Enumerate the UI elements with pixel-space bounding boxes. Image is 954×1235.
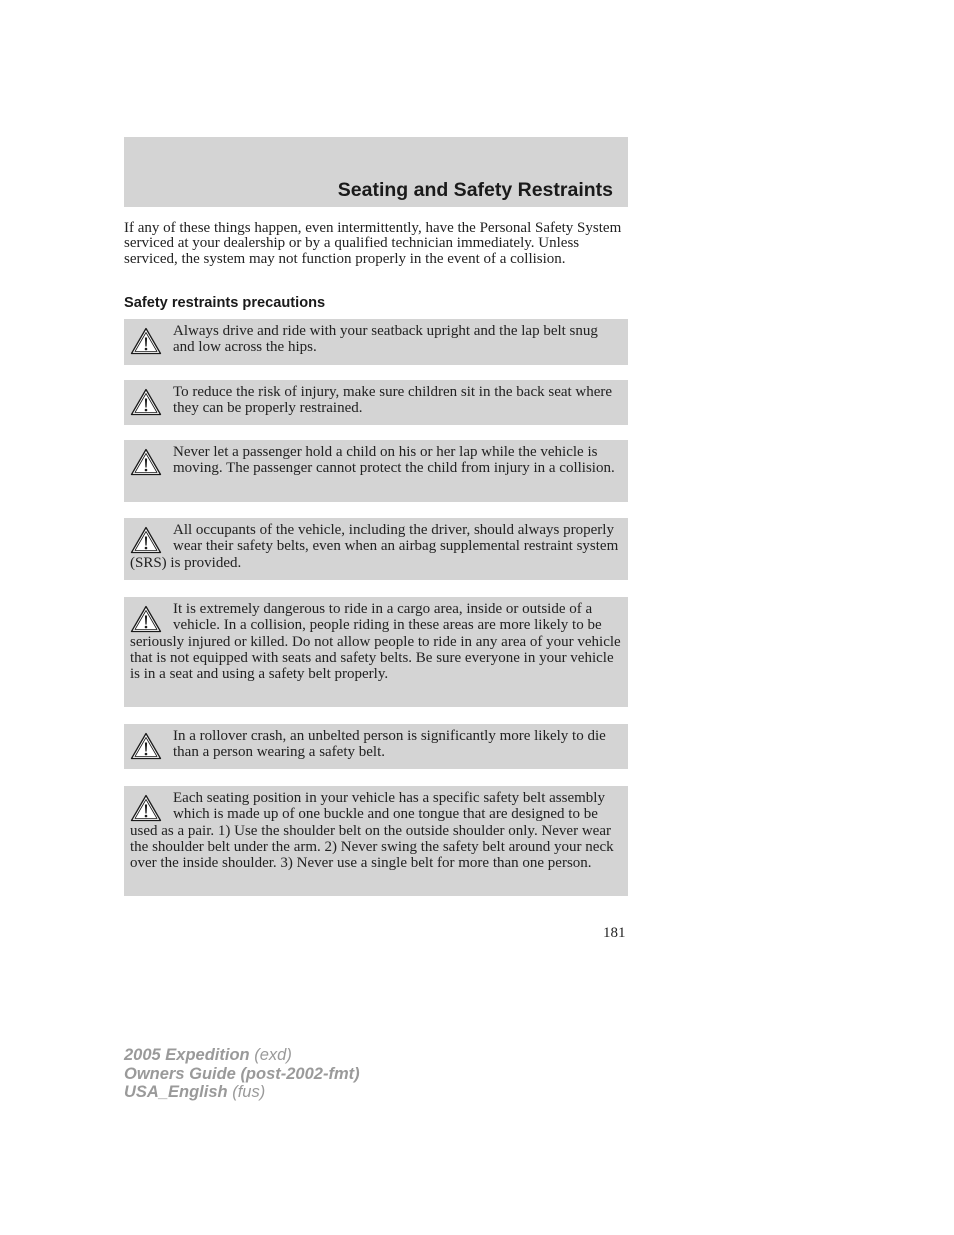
- warning-text: To reduce the risk of injury, make sure children sit in the back seat where they can be properly restrained.: [173, 384, 613, 417]
- warning-box: [124, 518, 628, 580]
- warning-text: All occupants of the vehicle, including the driver, should always properly wear their safety belts, even when an airbag supplemental restraint system (SRS) is provided.: [130, 522, 619, 571]
- warning-triangle-icon: [130, 794, 162, 822]
- warning-triangle-icon: [130, 327, 162, 355]
- warning-box: [124, 786, 628, 896]
- warning-triangle-icon: [130, 388, 162, 416]
- warning-box: [124, 440, 628, 502]
- warning-box: [124, 380, 628, 425]
- warning-triangle-icon: [130, 605, 162, 633]
- section-header-bar: [124, 137, 628, 207]
- warning-triangle-icon: [130, 732, 162, 760]
- section-title: Seating and Safety Restraints: [337, 179, 613, 201]
- warning-text: It is extremely dangerous to ride in a cargo area, inside or outside of a vehicle. In a collision, people riding in these areas are more likely to be seriously injured or killed. Do not allow people to ride in any area of your vehicle that is not equipped with seats and safety belts. Be sure everyone in your vehicle is in a seat and using a safety belt properly.: [130, 601, 621, 683]
- footer-language: USA_English: [124, 1083, 228, 1101]
- footer-model-code: (exd): [249, 1046, 292, 1064]
- subsection-heading: Safety restraints precautions: [124, 295, 326, 311]
- warning-box: [124, 597, 628, 707]
- warning-text: Each seating position in your vehicle has a specific safety belt assembly which is made up of one buckle and one tongue that are designed to be used as a pair. 1) Use the shoulder belt on the outside shoulder only. Never wear the shoulder belt under the arm. 2) Never swing the safety belt around your neck over the inside shoulder. 3) Never use a single belt for more than one person.: [130, 790, 614, 872]
- footer-line-model: [124, 1046, 360, 1065]
- warning-text: In a rollover crash, an unbelted person is significantly more likely to die than a person wearing a safety belt.: [173, 728, 606, 761]
- warning-triangle-icon: [130, 448, 162, 476]
- footer-language-code: (fus): [227, 1083, 266, 1101]
- intro-paragraph: If any of these things happen, even intermittently, have the Personal Safety System serviced at your dealership or by a qualified technician immediately. Unless serviced, the system may not function properly in the event of a collision.: [124, 220, 622, 267]
- page-number: 181: [603, 925, 626, 941]
- document-footer: [124, 1046, 360, 1102]
- footer-line-guide: [124, 1065, 360, 1084]
- warning-box: [124, 319, 628, 365]
- warning-text: Never let a passenger hold a child on his or her lap while the vehicle is moving. The passenger cannot protect the child from injury in a collision.: [173, 444, 615, 477]
- warning-box: [124, 724, 628, 769]
- warning-triangle-icon: [130, 526, 162, 554]
- warning-text: Always drive and ride with your seatback upright and the lap belt snug and low across the hips.: [173, 323, 598, 356]
- footer-guide: Owners Guide (post-2002-fmt): [124, 1064, 360, 1083]
- footer-model: 2005 Expedition: [124, 1046, 250, 1064]
- footer-line-language: [124, 1083, 360, 1102]
